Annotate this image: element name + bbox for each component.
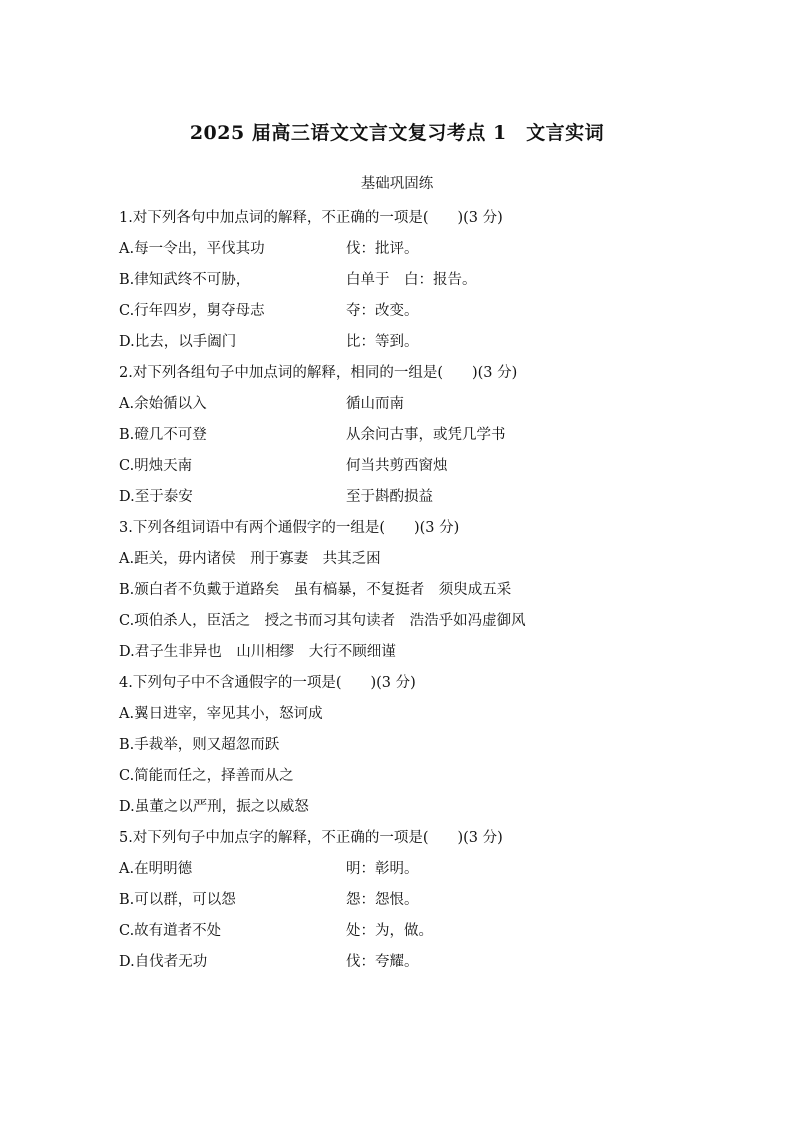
option-text: B.颁白者不负戴于道路矣 虽有槁暴，不复挺者 须臾成五采	[119, 582, 512, 598]
question-5-stem: 5.对下列句子中加点字的解释，不正确的一项是( )(3 分)	[119, 830, 503, 846]
question-1-option-b	[119, 268, 719, 299]
option-sentence-pair: 何当共剪西窗烛	[346, 458, 448, 474]
question-2-option-d	[119, 485, 719, 516]
option-sentence-pair: 从余问古事，或凭几学书	[346, 427, 506, 443]
option-sentence: B.可以群，可以怨	[119, 892, 236, 908]
question-3-option-c	[119, 609, 719, 640]
question-5-option-c	[119, 919, 719, 950]
option-sentence: A.余始循以入	[119, 396, 207, 412]
question-5-option-b	[119, 888, 719, 919]
question-4-option-b	[119, 733, 719, 764]
question-1-option-d	[119, 330, 719, 361]
option-text: D.虽董之以严刑，振之以威怒	[119, 799, 309, 815]
option-sentence: C.明烛天南	[119, 458, 193, 474]
question-4-option-c	[119, 764, 719, 795]
option-sentence: C.故有道者不处	[119, 923, 222, 939]
question-3-stem: 3.下列各组词语中有两个通假字的一组是( )(3 分)	[119, 520, 460, 536]
question-1-stem: 1.对下列各句中加点词的解释，不正确的一项是( )(3 分)	[119, 210, 503, 226]
option-sentence: D.至于泰安	[119, 489, 193, 505]
option-text: A.距关，毋内诸侯 刑于寡妻 共其乏困	[119, 551, 381, 567]
question-2-stem: 2.对下列各组句子中加点词的解释，相同的一组是( )(3 分)	[119, 365, 518, 381]
question-3-option-d	[119, 640, 719, 671]
option-sentence: D.比去，以手阖门	[119, 334, 237, 350]
option-sentence-pair: 循山而南	[346, 396, 404, 412]
option-explanation: 白单于 白：报告。	[346, 272, 477, 288]
question-3-option-b	[119, 578, 719, 609]
option-sentence: A.每一令出，平伐其功	[119, 241, 265, 257]
section-subtitle: 基础巩固练	[360, 176, 434, 192]
question-4-option-d	[119, 795, 719, 826]
option-sentence: B.磴几不可登	[119, 427, 207, 443]
question-1-option-c	[119, 299, 719, 330]
option-text: B.手裁举，则又超忽而跃	[119, 737, 280, 753]
option-sentence-pair: 至于斟酌损益	[346, 489, 433, 505]
question-2-option-b	[119, 423, 719, 454]
question-2-option-a	[119, 392, 719, 423]
option-sentence: B.律知武终不可胁，	[119, 272, 251, 288]
option-sentence: A.在明明德	[119, 861, 193, 877]
option-explanation: 怨：怨恨。	[346, 892, 419, 908]
question-5-option-a	[119, 857, 719, 888]
page-title: 2025 届高三语文文言文复习考点 1 文言实词	[189, 122, 605, 144]
option-explanation: 明：彰明。	[346, 861, 419, 877]
option-sentence: C.行年四岁，舅夺母志	[119, 303, 265, 319]
option-explanation: 处：为，做。	[346, 923, 433, 939]
option-text: A.翼日进宰，宰见其小，怒诃成	[119, 706, 323, 722]
question-5-option-d	[119, 950, 719, 981]
option-text: D.君子生非异也 山川相缪 大行不顾细谨	[119, 644, 396, 660]
option-explanation: 比：等到。	[346, 334, 419, 350]
question-4-stem: 4.下列句子中不含通假字的一项是( )(3 分)	[119, 675, 416, 691]
option-text: C.简能而任之，择善而从之	[119, 768, 294, 784]
option-explanation: 夺：改变。	[346, 303, 419, 319]
option-sentence: D.自伐者无功	[119, 954, 208, 970]
question-1-option-a	[119, 237, 719, 268]
question-list	[119, 206, 719, 981]
option-explanation: 伐：夸耀。	[346, 954, 419, 970]
option-explanation: 伐：批评。	[346, 241, 419, 257]
question-4-option-a	[119, 702, 719, 733]
question-2-option-c	[119, 454, 719, 485]
question-3-option-a	[119, 547, 719, 578]
option-text: C.项伯杀人，臣活之 授之书而习其句读者 浩浩乎如冯虚御风	[119, 613, 526, 629]
